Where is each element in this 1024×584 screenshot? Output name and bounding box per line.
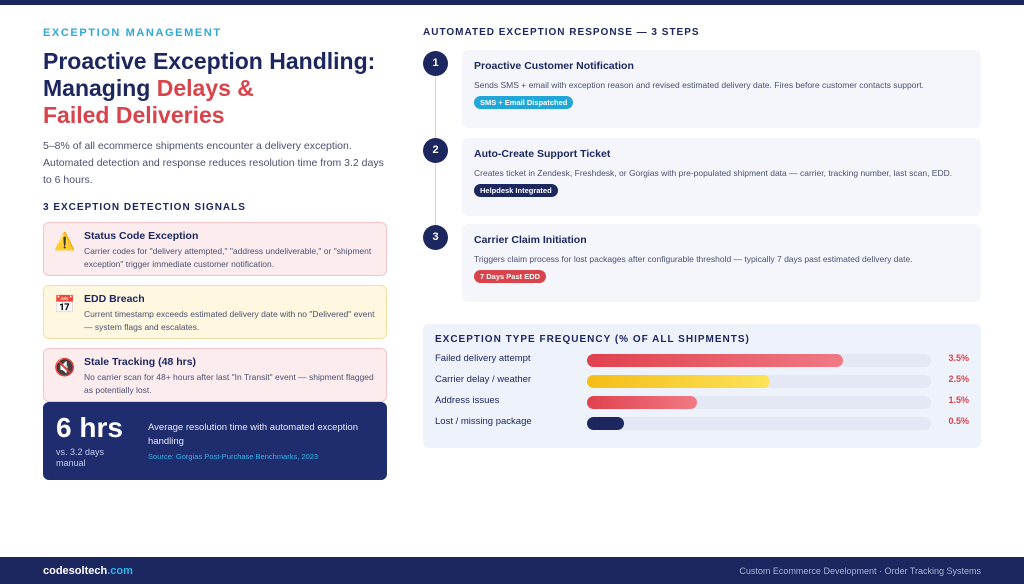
signal-desc: Current timestamp exceeds estimated delivery date with no "Delivered" event — system flags and escalates. [84, 309, 375, 332]
step-card-support-ticket [462, 138, 981, 216]
frequency-fill [587, 417, 624, 430]
warning-icon: ⚠️ [54, 232, 76, 251]
step-number-badge: 2 [423, 138, 448, 163]
frequency-row [435, 391, 969, 412]
frequency-track [587, 375, 931, 388]
frequency-label: Carrier delay / weather [435, 374, 532, 385]
step-badge: Helpdesk Integrated [474, 184, 558, 197]
step-badge: SMS + Email Dispatched [474, 96, 573, 109]
signal-desc: No carrier scan for 48+ hours after last "In Transit" event — shipment flagged as potentially lost. [84, 372, 374, 395]
title-line-2 [43, 75, 387, 102]
step-number-badge: 1 [423, 51, 448, 76]
frequency-track [587, 354, 931, 367]
frequency-value: 2.5% [948, 374, 969, 384]
frequency-track [587, 396, 931, 409]
step-title: Carrier Claim Initiation [474, 234, 587, 246]
step-card-carrier-claim [462, 224, 981, 302]
steps-heading: AUTOMATED EXCEPTION RESPONSE — 3 STEPS [423, 27, 700, 38]
signals-heading: 3 EXCEPTION DETECTION SIGNALS [43, 202, 246, 213]
brand-name: codesoltech [43, 564, 108, 577]
stat-description: Average resolution time with automated exception handling [148, 422, 359, 447]
top-accent-bar [0, 0, 1024, 5]
frequency-row [435, 370, 969, 391]
left-column [43, 27, 387, 402]
footer-tagline: Custom Ecommerce Development · Order Tracking Systems [739, 565, 981, 576]
step-desc: Sends SMS + email with exception reason and revised estimated delivery date. Fires before customer contacts support. [474, 80, 925, 90]
resolution-stat-card [43, 402, 387, 480]
signal-title: EDD Breach [84, 293, 145, 305]
frequency-value: 1.5% [948, 395, 969, 405]
signal-card-status-code [43, 222, 387, 276]
signal-card-edd-breach [43, 285, 387, 339]
title-line-1: Proactive Exception Handling: [43, 48, 376, 74]
no-sound-icon: 🔇 [54, 358, 76, 377]
signal-card-stale-tracking [43, 348, 387, 402]
frequency-label: Lost / missing package [435, 416, 532, 427]
signal-title: Status Code Exception [84, 230, 199, 242]
step-title: Proactive Customer Notification [474, 60, 634, 72]
step-title: Auto-Create Support Ticket [474, 148, 611, 160]
frequency-row [435, 412, 969, 433]
stat-source: Source: Gorgias Post-Purchase Benchmarks, 2023 [148, 452, 319, 461]
calendar-icon: 📅 [54, 295, 76, 314]
footer-bar [0, 557, 1024, 584]
step-card-notification [462, 50, 981, 128]
frequency-fill [587, 354, 843, 367]
frequency-label: Failed delivery attempt [435, 353, 531, 364]
signal-title: Stale Tracking (48 hrs) [84, 356, 197, 368]
frequency-row [435, 349, 969, 370]
step-desc: Creates ticket in Zendesk, Freshdesk, or Gorgias with pre-populated shipment data — carrier, tracking number, last scan, EDD. [474, 168, 953, 178]
frequency-label: Address issues [435, 395, 500, 406]
frequency-heading: EXCEPTION TYPE FREQUENCY (% OF ALL SHIPMENTS) [435, 334, 750, 345]
step-badge: 7 Days Past EDD [474, 270, 546, 283]
step-number-badge: 3 [423, 225, 448, 250]
frequency-fill [587, 396, 697, 409]
intro-paragraph: 5–8% of all ecommerce shipments encounter a delivery exception. Automated detection and response reduces resolution time from 3.2 days to 6 hours. [43, 140, 384, 186]
step-desc: Triggers claim process for lost packages after configurable threshold — typically 7 days past estimated delivery date. [474, 254, 913, 264]
page-title [43, 48, 387, 129]
frequency-fill [587, 375, 770, 388]
frequency-value: 3.5% [948, 353, 969, 363]
frequency-track [587, 417, 931, 430]
frequency-value: 0.5% [948, 416, 969, 426]
brand-tld: .com [107, 564, 133, 577]
footer-brand[interactable] [43, 565, 133, 577]
frequency-panel [423, 324, 981, 448]
stat-comparison: vs. 3.2 days manual [56, 447, 105, 468]
eyebrow-label: EXCEPTION MANAGEMENT [43, 27, 222, 39]
stat-value: 6 hrs [56, 412, 123, 443]
frequency-bars [435, 349, 969, 433]
title-line-3: Failed Deliveries [43, 102, 225, 128]
signal-desc: Carrier codes for "delivery attempted," "address undeliverable," or "shipment exception" trigger immediate customer notification. [84, 246, 372, 269]
title-line-2-accent: Delays & [156, 75, 254, 101]
title-line-2-plain: Managing [43, 75, 157, 101]
right-column [423, 27, 981, 38]
